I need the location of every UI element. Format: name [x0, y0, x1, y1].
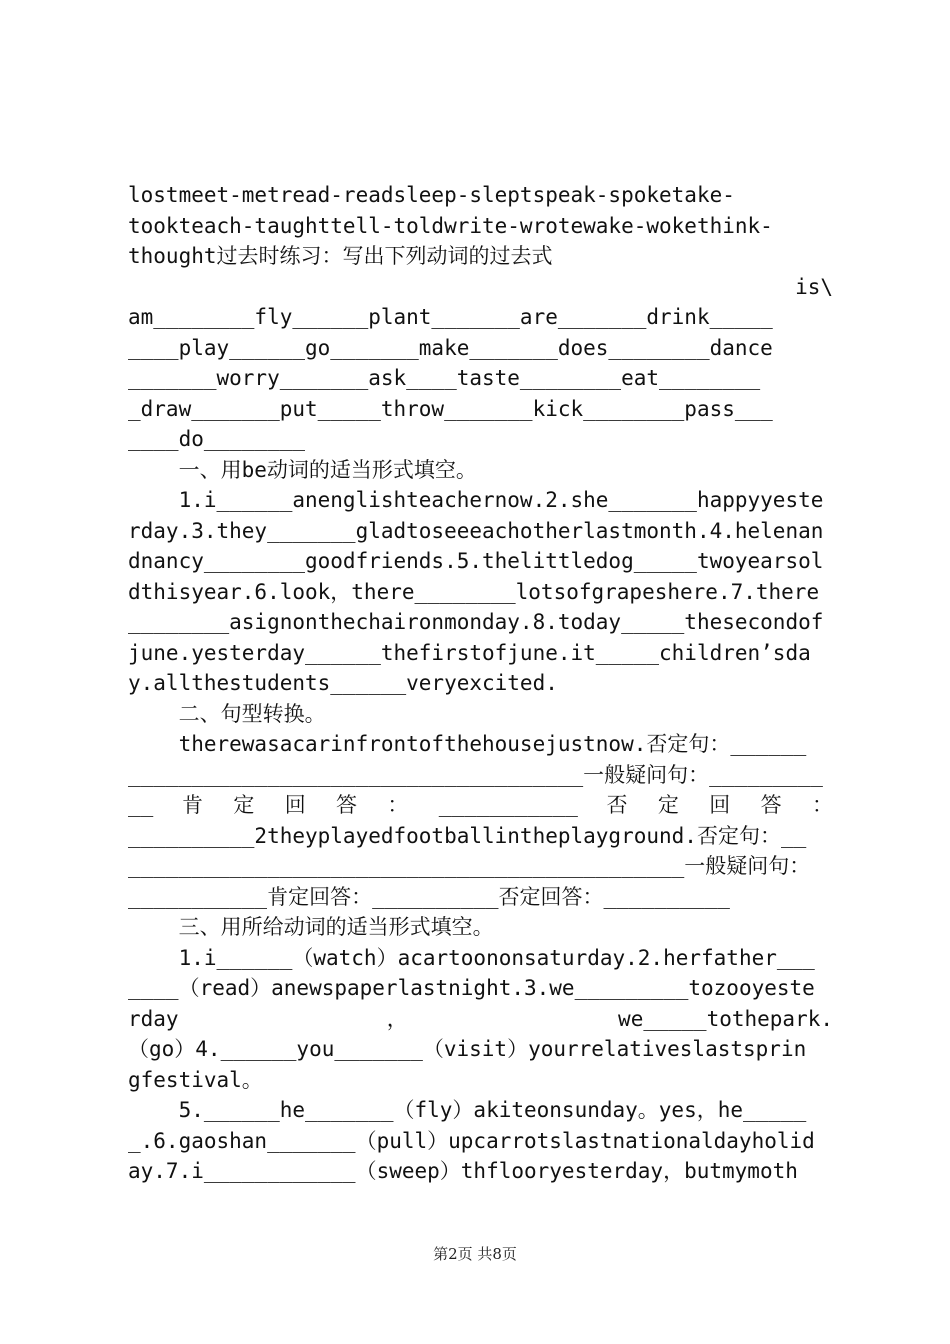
text-line: ay.7.i____________（sweep）thflooryesterday，butmymoth — [128, 1159, 798, 1183]
text-line: ____do________ — [128, 427, 306, 451]
text-line: rday ， we_____tothepark. — [128, 1006, 833, 1031]
text-line: am________fly______plant_______are_______drink_____ — [128, 305, 773, 329]
text-line: 1.i______（watch）acartoononsaturday.2.herfather___ — [128, 945, 815, 970]
text-line: 5.______he_______（fly）akiteonsunday。yes，he_____ — [128, 1098, 807, 1122]
text-line: ____play______go_______make_______does________dance — [128, 335, 773, 360]
text-line: y.allthestudents______veryexcited. — [128, 671, 558, 695]
text-line: ____（read）anewspaperlastnight.3.we_________tozooyeste — [128, 976, 815, 1000]
text-line: lostmeet-metread-readsleep-sleptspeak-spoketake- — [128, 183, 735, 207]
text-line: _______worry_______ask____taste________eat________ — [128, 366, 761, 390]
text-line: ____________________________________一般疑问句：_________ — [128, 762, 823, 787]
text-line: thought过去时练习：写出下列动词的过去式 — [128, 244, 553, 268]
text-line: （go）4.______you_______（visit）yourrelativeslastsprin — [128, 1037, 807, 1061]
text-line: dnancy________goodfriends.5.thelittledog_____twoyearsol — [128, 549, 824, 573]
text-line: therewasacarinfrontofthehousejustnow.否定句：______ — [128, 732, 807, 756]
text-line: __ 肯 定 回 答 ： ___________ 否 定 回 答 ： — [128, 793, 833, 817]
text-line: 三、用所给动词的适当形式填空。 — [128, 915, 494, 939]
text-line: _draw_______put_____throw_______kick________pass___ — [128, 396, 773, 421]
document-body — [128, 180, 833, 1187]
text-line: is\ — [795, 274, 833, 299]
text-line: 1.i______anenglishteachernow.2.she_______happyyeste — [128, 488, 824, 512]
text-line: __________2theyplayedfootballintheplayground.否定句：__ — [128, 823, 807, 848]
text-line: ________asignonthechaironmonday.8.today_____thesecondof — [128, 610, 824, 634]
text-line: 一、用be动词的适当形式填空。 — [128, 457, 477, 482]
text-line: ____________________________________________一般疑问句： — [128, 854, 811, 878]
text-line: 二、句型转换。 — [128, 701, 326, 726]
page-footer: 第2页 共8页 — [433, 1245, 517, 1263]
text-line: ___________肯定回答：__________否定回答：__________ — [128, 884, 730, 909]
text-line: rday.3.they_______gladtoseeeachotherlastmonth.4.helenan — [128, 518, 824, 543]
text-line: gfestival。 — [128, 1067, 263, 1092]
text-line: dthisyear.6.look，there________lotsofgrapeshere.7.there — [128, 579, 820, 604]
text-line: tookteach-taughttell-toldwrite-wrotewake-wokethink- — [128, 213, 773, 238]
text-line: june.yesterday______thefirstofjune.it_____children’sda — [128, 640, 811, 665]
text-line: _.6.gaoshan_______（pull）upcarrotslastnationaldayholid — [128, 1128, 815, 1153]
